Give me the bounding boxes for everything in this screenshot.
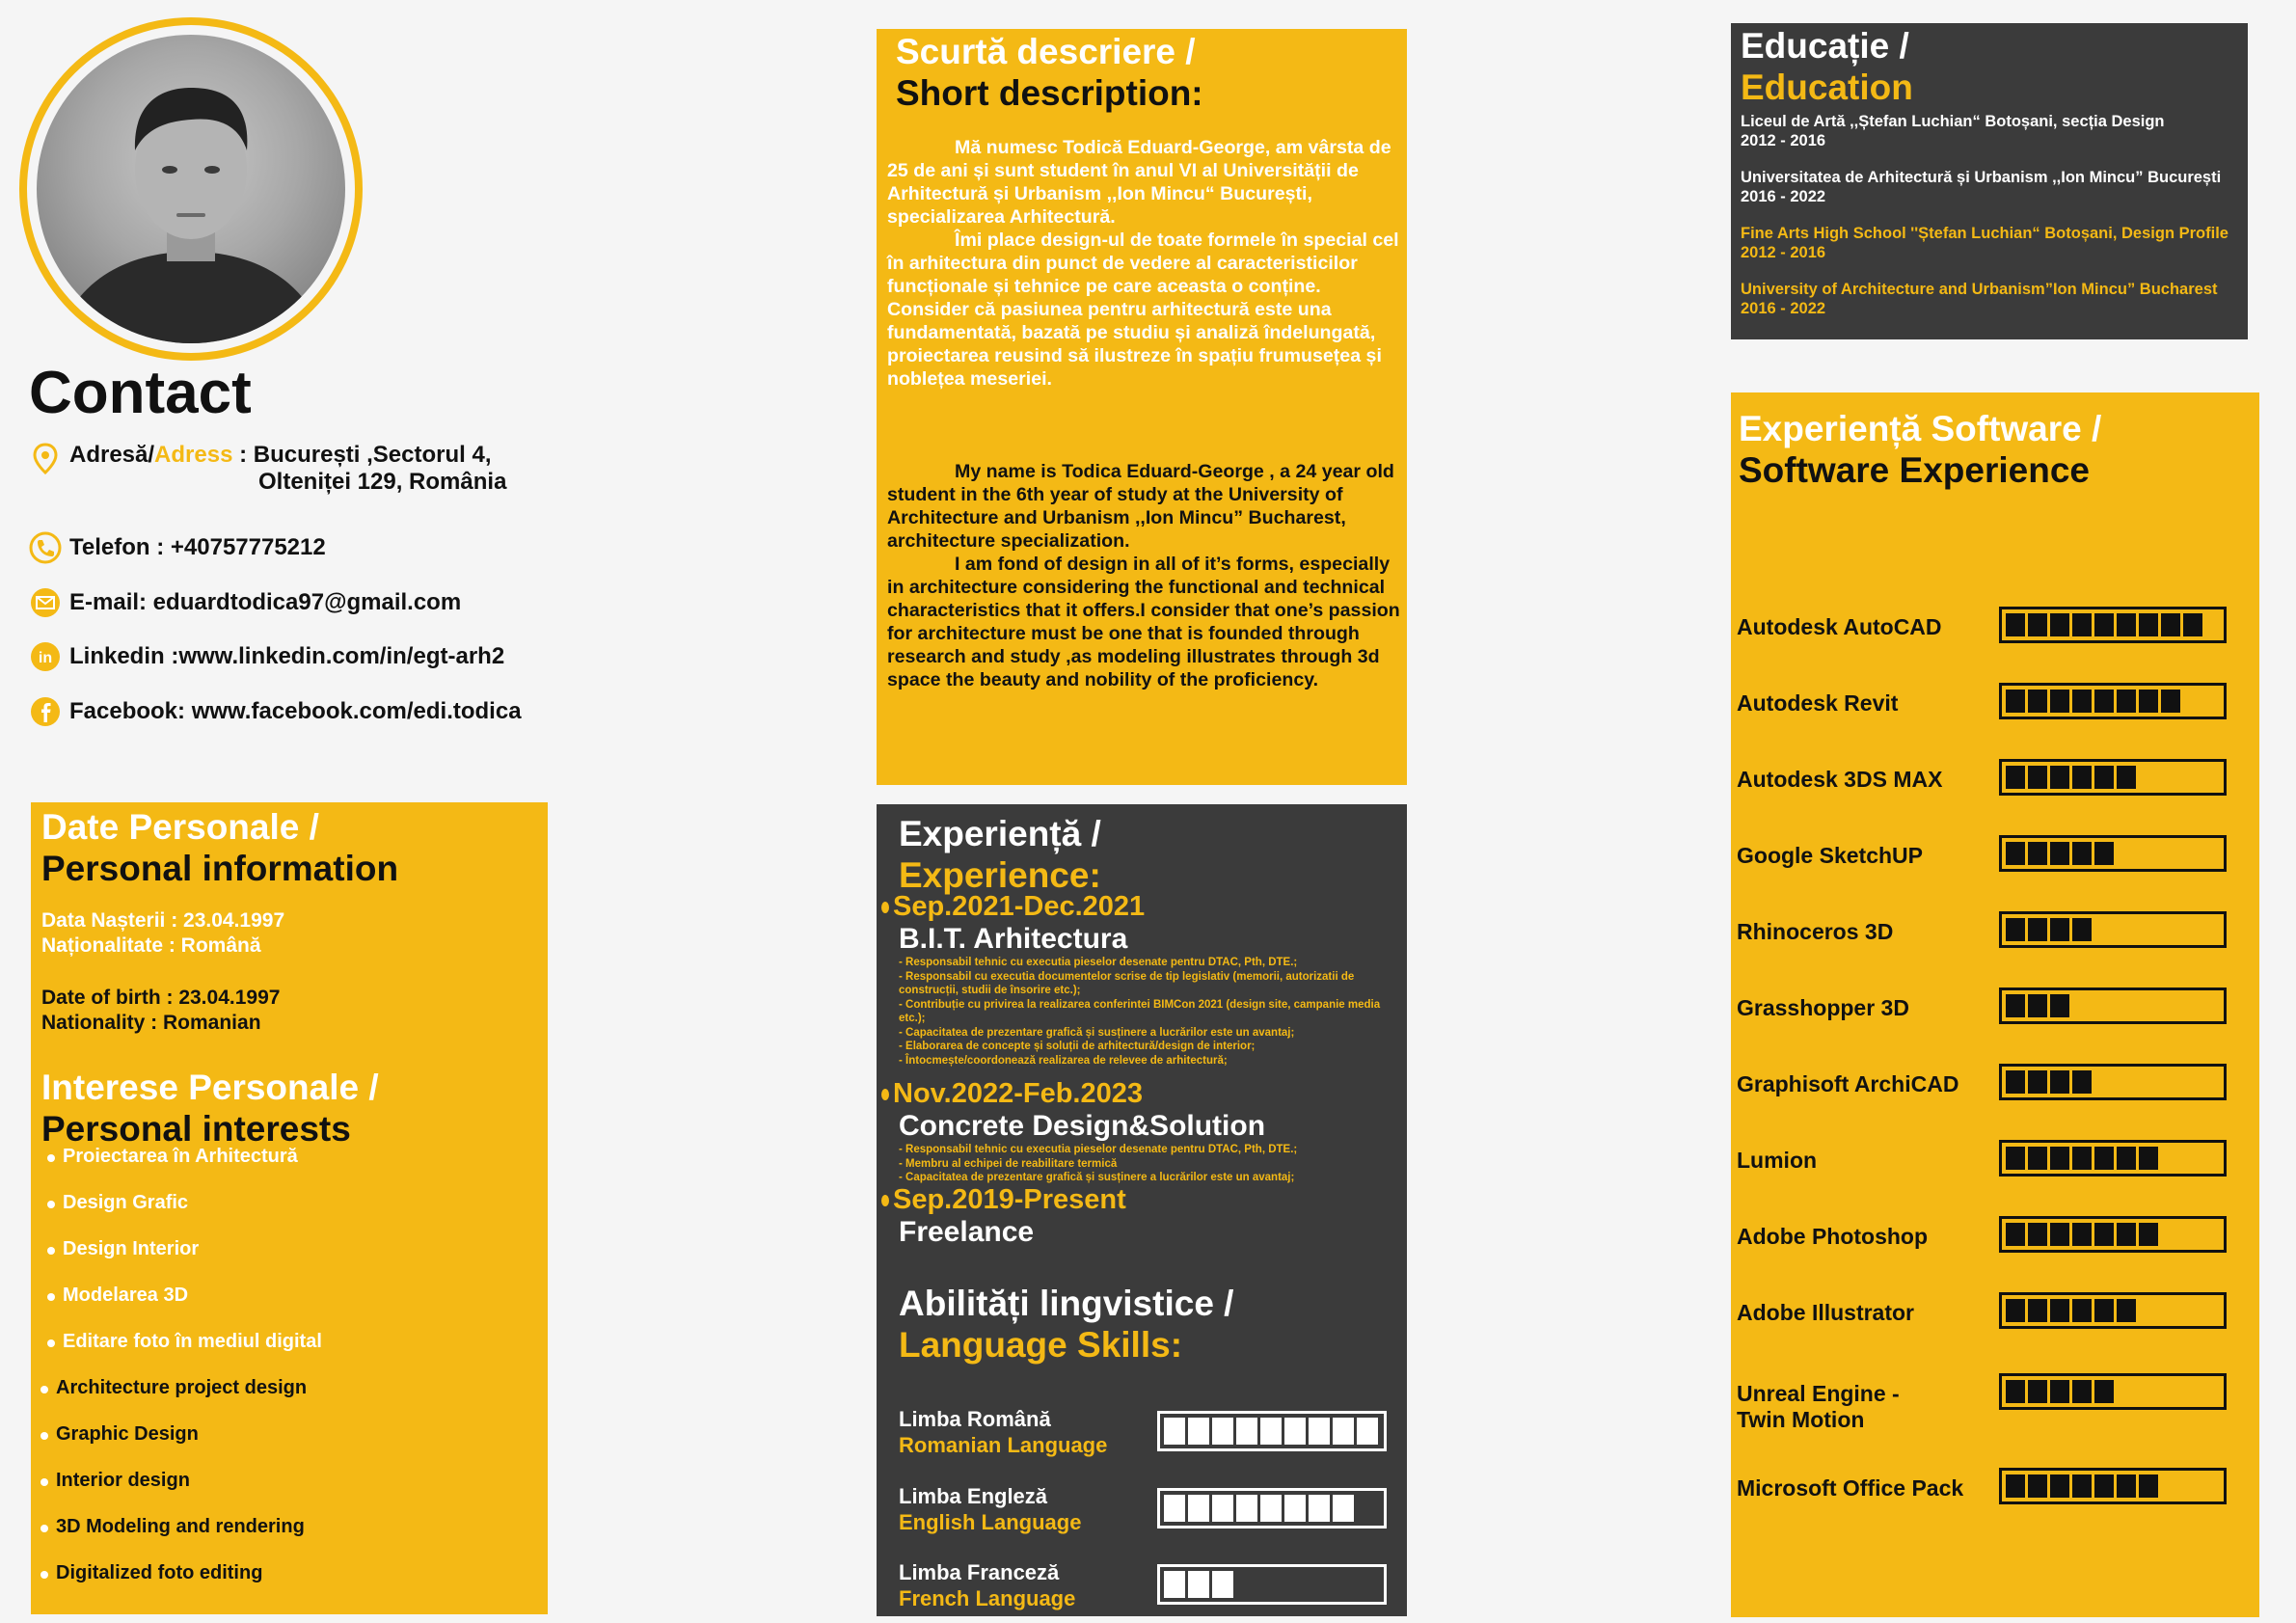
contact-phone [29, 531, 326, 564]
contact-linkedin [29, 640, 504, 673]
list-item: Proiectarea în Arhitectură [47, 1146, 322, 1192]
skill-level-segment [2072, 1147, 2092, 1170]
education-item: University of Architecture and Urbanism”Ion Mincu” Bucharest 2016 - 2022 [1741, 281, 2218, 317]
language-level-segment [1236, 1495, 1257, 1522]
language-level-segment [1212, 1418, 1233, 1445]
language-level-segment [1188, 1571, 1209, 1598]
language-level-segment [1260, 1418, 1282, 1445]
language-row [899, 1406, 1391, 1464]
address-label-ro: Adresă/ [69, 442, 155, 468]
software-name: Microsoft Office Pack [1737, 1475, 1964, 1501]
software-skill-row [1737, 759, 2248, 801]
skill-level-segment [2050, 994, 2069, 1017]
software-name: Lumion [1737, 1148, 1818, 1173]
skill-level-bar [1999, 1216, 2227, 1253]
job-2: Nov.2022-Feb.2023 Concrete Design&Solution - Responsabil tehnic cu executia pieselor desenate pentru DTAC, Pth, DTE.; - Membru al echipei de reabilitare termică - Capacitatea de prezentare grafică și susținere a lucrărilor este un avantaj; [881, 1078, 1402, 1185]
language-level-segment [1284, 1495, 1306, 1522]
personal-title-ro: Date Personale / [41, 807, 319, 847]
education-item: Universitatea de Arhitectură și Urbanism ,,Ion Mincu” București 2016 - 2022 [1741, 169, 2222, 205]
contact-title: Contact [29, 360, 252, 426]
skill-level-segment [2183, 613, 2202, 636]
facebook-text[interactable]: Facebook: www.facebook.com/edi.todica [69, 698, 522, 724]
software-skill-row [1737, 1292, 2248, 1335]
contact-facebook [29, 695, 522, 728]
skill-level-segment [2050, 842, 2069, 865]
software-skill-row [1737, 835, 2248, 878]
nationality-ro: Naționalitate : Română [41, 934, 261, 957]
skill-level-segment [2006, 1223, 2025, 1246]
skill-level-segment [2139, 1223, 2158, 1246]
software-skill-row [1737, 1216, 2248, 1258]
language-name-en: English Language [899, 1510, 1082, 1534]
skill-level-segment [2028, 1070, 2047, 1094]
skill-level-segment [2139, 1147, 2158, 1170]
skill-level-segment [2072, 766, 2092, 789]
description-title-en: Short description: [896, 73, 1203, 113]
location-pin-icon [29, 442, 62, 474]
education-item: Liceul de Artă ,,Ștefan Luchian“ Botoșani, secția Design 2012 - 2016 [1741, 113, 2165, 149]
software-name: Google SketchUP [1737, 843, 1923, 868]
list-item: Digitalized foto editing [41, 1562, 307, 1609]
nationality-en: Nationality : Romanian [41, 1012, 261, 1034]
software-name: Adobe Illustrator [1737, 1300, 1915, 1325]
experience-box [877, 804, 1407, 1616]
language-level-segment [1164, 1418, 1185, 1445]
linkedin-text[interactable]: Linkedin :www.linkedin.com/in/egt-arh2 [69, 643, 505, 669]
language-row [899, 1559, 1391, 1617]
language-level-segment [1333, 1418, 1354, 1445]
skill-level-segment [2028, 842, 2047, 865]
language-level-segment [1284, 1418, 1306, 1445]
skill-level-segment [2094, 1147, 2114, 1170]
software-skill-row [1737, 1373, 2248, 1432]
description-paragraph-en-2: I am fond of design in all of it’s forms, especially in architecture considering the functional and technical characteristics that it offers.I consider that one’s passion for architecture must be one that is founded through research and study ,as modeling illustrates through 3d space the beauty and nobility of the proficiency. [887, 554, 1400, 690]
list-item: 3D Modeling and rendering [41, 1516, 307, 1562]
list-item: Modelarea 3D [47, 1285, 322, 1331]
job-date: Nov.2022-Feb.2023 [893, 1078, 1143, 1109]
list-item: Graphic Design [41, 1423, 307, 1470]
software-title-en: Software Experience [1739, 450, 2090, 490]
skill-level-segment [2028, 994, 2047, 1017]
skill-level-segment [2094, 1380, 2114, 1403]
skill-level-segment [2028, 1147, 2047, 1170]
skill-level-segment [2117, 1223, 2136, 1246]
description-box [877, 29, 1407, 785]
contact-email [29, 586, 461, 619]
skill-level-segment [2161, 690, 2180, 713]
address-line-2: Olteniței 129, România [258, 469, 507, 495]
software-name: Autodesk AutoCAD [1737, 614, 1942, 639]
list-item: Design Grafic [47, 1192, 322, 1238]
language-name-ro: Limba Română [899, 1407, 1051, 1431]
language-level-segment [1357, 1418, 1378, 1445]
skill-level-segment [2028, 918, 2047, 941]
software-skill-row [1737, 911, 2248, 954]
language-level-segment [1260, 1495, 1282, 1522]
skill-level-segment [2006, 918, 2025, 941]
address-label-en: Adress [154, 442, 233, 468]
language-name-ro: Limba Engleză [899, 1484, 1048, 1508]
language-level-bar [1157, 1564, 1387, 1605]
language-level-segment [1309, 1418, 1330, 1445]
skill-level-segment [2072, 1474, 2092, 1498]
software-skill-row [1737, 683, 2248, 725]
language-level-segment [1333, 1495, 1354, 1522]
language-level-bar [1157, 1488, 1387, 1528]
skill-level-segment [2072, 1223, 2092, 1246]
personal-info-box [31, 802, 548, 1614]
skill-level-segment [2094, 690, 2114, 713]
skill-level-segment [2072, 1380, 2092, 1403]
skill-level-segment [2139, 690, 2158, 713]
linkedin-icon [29, 640, 62, 673]
experience-title-en: Experience: [899, 855, 1101, 895]
address-line-1: București ,Sectorul 4, [253, 442, 492, 468]
email-icon [29, 586, 62, 619]
language-level-segment [1309, 1495, 1330, 1522]
language-name-en: French Language [899, 1586, 1076, 1610]
skill-level-bar [1999, 759, 2227, 796]
interests-list-ro [47, 1146, 322, 1377]
software-name: Autodesk Revit [1737, 690, 1899, 716]
profile-photo [37, 35, 345, 343]
skill-level-segment [2072, 842, 2092, 865]
interests-title-ro: Interese Personale / [41, 1068, 379, 1107]
education-item: Fine Arts High School ''Ștefan Luchian“ Botoșani, Design Profile 2012 - 2016 [1741, 225, 2228, 261]
skill-level-segment [2006, 842, 2025, 865]
list-item: Architecture project design [41, 1377, 307, 1423]
job-company: Concrete Design&Solution [899, 1110, 1266, 1142]
job-1: Sep.2021-Dec.2021 B.I.T. Arhitectura - Responsabil tehnic cu executia pieselor desenate pentru DTAC, Pth, DTE.; - Responsabil cu executia documentelor scrise de tip legislativ (memorii, autorizatii de construcții, studii de însorire etc.); - Contribuție cu privirea la realizarea conferintei BIMCon 2021 (design site, campanie media etc.); - Capacitatea de prezentare grafică și susținere a lucrărilor este un avantaj; - Elaborarea de concepte și soluții de arhitectură/design de interior; - Întocmește/coordonează realizarea de relevee de arhitectură; [881, 891, 1402, 1068]
skill-level-segment [2006, 1380, 2025, 1403]
skill-level-segment [2117, 766, 2136, 789]
skill-level-bar [1999, 1064, 2227, 1100]
skill-level-segment [2139, 613, 2158, 636]
language-level-segment [1164, 1571, 1185, 1598]
birth-date-ro: Data Nașterii : 23.04.1997 [41, 909, 285, 932]
skill-level-segment [2139, 1474, 2158, 1498]
skill-level-segment [2117, 1147, 2136, 1170]
skill-level-segment [2028, 613, 2047, 636]
education-title-en: Education [1741, 68, 1913, 107]
language-row [899, 1483, 1391, 1541]
skill-level-segment [2006, 1070, 2025, 1094]
software-skill-row [1737, 1468, 2248, 1510]
skill-level-segment [2006, 1147, 2025, 1170]
software-name: Adobe Photoshop [1737, 1224, 1929, 1249]
education-title-ro: Educație / [1741, 26, 1909, 66]
skill-level-bar [1999, 683, 2227, 719]
languages-title-ro: Abilități lingvistice / [899, 1284, 1234, 1323]
job-3 [881, 1184, 1402, 1249]
skill-level-bar [1999, 987, 2227, 1024]
skill-level-segment [2050, 1223, 2069, 1246]
software-skill-row [1737, 1140, 2248, 1182]
skill-level-segment [2006, 613, 2025, 636]
description-title-ro: Scurtă descriere / [896, 32, 1196, 71]
phone-icon [29, 531, 62, 564]
skill-level-bar [1999, 1140, 2227, 1177]
skill-level-segment [2072, 1299, 2092, 1322]
software-name: Autodesk 3DS MAX [1737, 767, 1943, 792]
language-level-segment [1212, 1495, 1233, 1522]
language-name-ro: Limba Franceză [899, 1560, 1060, 1584]
skill-level-segment [2094, 766, 2114, 789]
skill-level-segment [2094, 842, 2114, 865]
personal-title-en: Personal information [41, 849, 399, 888]
job-company: B.I.T. Arhitectura [899, 923, 1128, 955]
skill-level-segment [2006, 690, 2025, 713]
svg-text:in: in [38, 650, 53, 666]
skill-level-segment [2028, 1474, 2047, 1498]
language-name-en: Romanian Language [899, 1433, 1108, 1457]
profile-photo-frame [19, 17, 363, 361]
skill-level-segment [2094, 1299, 2114, 1322]
language-level-segment [1188, 1418, 1209, 1445]
language-level-segment [1212, 1571, 1233, 1598]
software-skill-row [1737, 607, 2248, 649]
birth-date-en: Date of birth : 23.04.1997 [41, 987, 281, 1009]
skill-level-segment [2050, 766, 2069, 789]
software-name: Rhinoceros 3D [1737, 919, 1894, 944]
skill-level-segment [2028, 1380, 2047, 1403]
software-name: Grasshopper 3D [1737, 995, 1909, 1020]
experience-title-ro: Experiență / [899, 814, 1101, 853]
skill-level-segment [2117, 1299, 2136, 1322]
skill-level-bar [1999, 607, 2227, 643]
education-box [1731, 23, 2248, 339]
skill-level-segment [2006, 994, 2025, 1017]
software-skill-row [1737, 987, 2248, 1030]
skill-level-segment [2050, 1380, 2069, 1403]
skill-level-bar [1999, 1292, 2227, 1329]
skill-level-segment [2050, 1147, 2069, 1170]
skill-level-segment [2028, 766, 2047, 789]
facebook-icon [29, 695, 62, 728]
skill-level-segment [2050, 918, 2069, 941]
skill-level-segment [2028, 1223, 2047, 1246]
languages-title-en: Language Skills: [899, 1325, 1183, 1365]
description-paragraph-ro-2: Îmi place design-ul de toate formele în special cel în arhitectura din punct de vedere al caracteristicilor funcționale și tehnice pe care aceasta o conține. Consider că pasiunea pentru arhitectură este una fundamentată, bazată pe studiu și analiză îndelungată, proiectarea reusind să ilustreze în spațiu frumusețea și noblețea meseriei. [887, 230, 1399, 390]
skill-level-segment [2050, 613, 2069, 636]
skill-level-segment [2072, 918, 2092, 941]
skill-level-segment [2094, 1474, 2114, 1498]
software-title-ro: Experiență Software / [1739, 409, 2102, 448]
skill-level-segment [2006, 1299, 2025, 1322]
phone-text[interactable]: Telefon : +40757775212 [69, 534, 326, 560]
skill-level-segment [2050, 690, 2069, 713]
skill-level-bar [1999, 1373, 2227, 1410]
email-text[interactable]: E-mail: eduardtodica97@gmail.com [69, 589, 462, 615]
skill-level-segment [2072, 690, 2092, 713]
language-level-segment [1164, 1495, 1185, 1522]
skill-level-segment [2006, 766, 2025, 789]
software-name: Unreal Engine - Twin Motion [1737, 1381, 1900, 1432]
language-level-segment [1188, 1495, 1209, 1522]
list-item: Design Interior [47, 1238, 322, 1285]
list-item: Editare foto în mediul digital [47, 1331, 322, 1377]
job-company: Freelance [899, 1216, 1035, 1248]
contact-address: Adresă/Adress : București ,Sectorul 4, Olteniței 129, România [29, 442, 506, 496]
software-skill-row [1737, 1064, 2248, 1106]
skill-level-segment [2117, 1474, 2136, 1498]
skill-level-segment [2094, 613, 2114, 636]
interests-title-en: Personal interests [41, 1109, 351, 1149]
skill-level-segment [2028, 1299, 2047, 1322]
interests-list-en [41, 1377, 307, 1609]
skill-level-bar [1999, 835, 2227, 872]
skill-level-segment [2072, 613, 2092, 636]
skill-level-segment [2161, 613, 2180, 636]
job-date: Sep.2021-Dec.2021 [893, 891, 1146, 922]
skill-level-segment [2072, 1070, 2092, 1094]
description-paragraph-ro-1: Mă numesc Todică Eduard-George, am vârsta de 25 de ani și sunt student în anul VI al Universității de Arhitectură și Urbanism ,,Ion Mincu“ București, specializarea Arhitectură. [887, 137, 1391, 228]
language-level-bar [1157, 1411, 1387, 1451]
skill-level-segment [2050, 1070, 2069, 1094]
skill-level-bar [1999, 1468, 2227, 1504]
software-name: Graphisoft ArchiCAD [1737, 1071, 1959, 1096]
skill-level-segment [2050, 1474, 2069, 1498]
skill-level-segment [2006, 1474, 2025, 1498]
skill-level-segment [2117, 690, 2136, 713]
software-box [1731, 392, 2259, 1617]
skill-level-segment [2028, 690, 2047, 713]
skill-level-bar [1999, 911, 2227, 948]
language-level-segment [1236, 1418, 1257, 1445]
skill-level-segment [2050, 1299, 2069, 1322]
skill-level-segment [2094, 1223, 2114, 1246]
description-paragraph-en-1: My name is Todica Eduard-George , a 24 year old student in the 6th year of study at the University of Architecture and Urbanism ,,Ion Mincu” Bucharest, architecture specialization. [887, 461, 1394, 552]
list-item: Interior design [41, 1470, 307, 1516]
skill-level-segment [2117, 613, 2136, 636]
job-date: Sep.2019-Present [893, 1184, 1126, 1215]
